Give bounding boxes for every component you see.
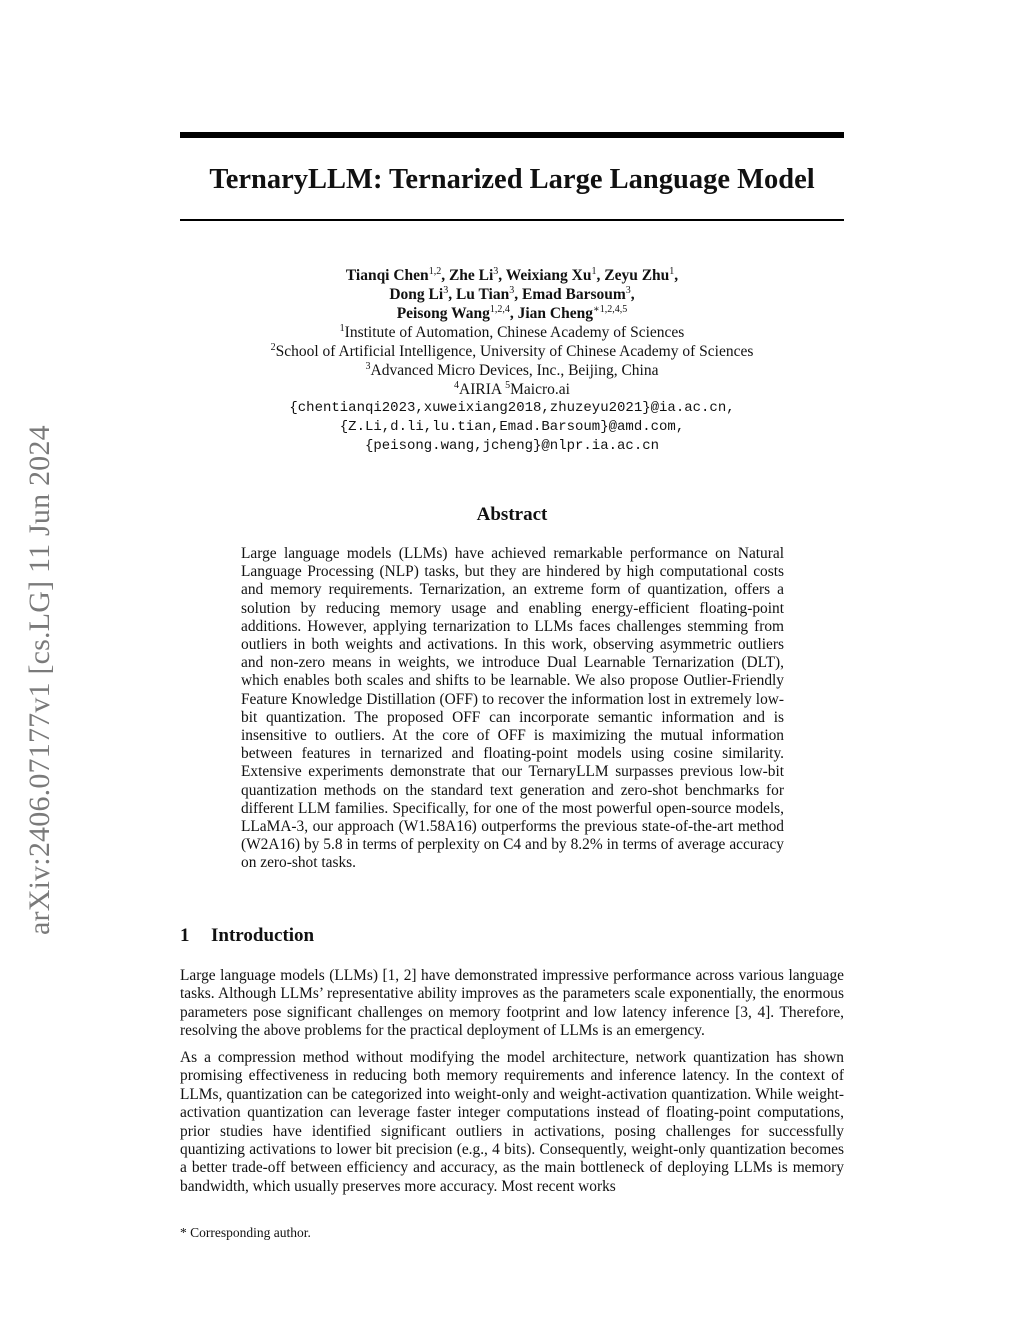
title-top-rule: [180, 132, 844, 138]
affiliation-marker: 1: [339, 322, 345, 334]
section-number: 1: [180, 925, 190, 946]
affiliation-text: Maicro.ai: [510, 381, 570, 398]
footnote: * Corresponding author.: [180, 1225, 311, 1240]
author-separator: ,: [596, 267, 605, 284]
affiliation-text: Advanced Micro Devices, Inc., Beijing, China: [370, 362, 659, 379]
author-block: [180, 266, 844, 456]
author-separator: ,: [441, 267, 449, 284]
author-line: [180, 266, 844, 285]
email-line: {chentianqi2023,xuweixiang2018,zhuzeyu2021}@ia.ac.cn,: [289, 400, 735, 416]
author-affiliation-marker: ∗1,2,4,5: [593, 303, 628, 315]
paper-title: TernaryLLM: Ternarized Large Language Model: [209, 164, 815, 195]
affiliation-line: [180, 380, 844, 399]
author-affiliation-marker: 3: [443, 284, 449, 296]
author-separator: ,: [630, 286, 635, 303]
affiliation-line: [180, 361, 844, 380]
email-line: {peisong.wang,jcheng}@nlpr.ia.ac.cn: [364, 438, 660, 454]
abstract-heading: Abstract: [476, 504, 548, 525]
author-separator: ,: [509, 305, 518, 322]
author-affiliation-marker: 1: [669, 265, 675, 277]
author-name: Peisong Wang: [396, 305, 490, 322]
affiliation-text: Institute of Automation, Chinese Academy of Sciences: [344, 324, 685, 341]
author-name: Tianqi Chen: [345, 267, 429, 284]
author-line: [180, 304, 844, 323]
abstract-text: Large language models (LLMs) have achieved remarkable performance on Natural Language Processing (NLP) tasks, but they are hindered by high computational costs and memory requirements. Ternarization, an extreme form of quantization, offers a solution by reducing memory usage and enabling energy-efficient floating-point additions. However, applying ternarization to LLMs faces challenges stemming from outliers in both weights and activations. In this work, observing asymmetric outliers and non-zero means in weights, we introduce Dual Learnable Ternarization (DLT), which enables both scales and shifts to be learnable. We also propose Outlier-Friendly Feature Knowledge Distillation (OFF) to recover the information lost in extremely low-bit quantization. The proposed OFF can incorporate semantic information and is insensitive to outliers. At the core of OFF is maximizing the mutual information between features in ternarized and floating-point models using cosine similarity. Extensive experiments demonstrate that our TernaryLLM surpasses previous low-bit quantization methods on the standard text generation and zero-shot benchmarks for different LLM families. Specifically, for one of the most powerful open-source models, LLaMA-3, our approach (W1.58A16) outperforms the previous state-of-the-art method (W2A16) by 5.8 in terms of perplexity on C4 and by 8.2% in terms of average accuracy on zero-shot tasks.: [241, 545, 784, 872]
author-affiliation-marker: 3: [625, 284, 631, 296]
author-name: Jian Cheng: [517, 305, 593, 322]
author-name: Zeyu Zhu: [604, 267, 670, 284]
author-name: Dong Li: [389, 286, 444, 303]
author-separator: ,: [674, 267, 679, 284]
author-line: [180, 285, 844, 304]
arxiv-identifier-stamp: arXiv:2406.07177v1 [cs.LG] 11 Jun 2024: [23, 425, 56, 935]
author-name: Weixiang Xu: [505, 267, 592, 284]
affiliation-marker: 5: [505, 379, 511, 391]
author-affiliation-marker: 1,2,4: [489, 303, 510, 315]
title-bottom-rule: [180, 219, 844, 221]
author-affiliation-marker: 3: [509, 284, 515, 296]
author-separator: ,: [498, 267, 506, 284]
affiliation-marker: 4: [454, 379, 460, 391]
affiliation-marker: 2: [270, 341, 276, 353]
author-separator: ,: [514, 286, 522, 303]
section-title: Introduction: [211, 925, 315, 946]
affiliation-text: AIRIA: [459, 381, 506, 398]
affiliation-marker: 3: [365, 360, 371, 372]
body-paragraph: Large language models (LLMs) [1, 2] have demonstrated impressive performance across various language tasks. Although LLMs’ representative ability improves as the parameters scale exponentially, the enormous parameters pose significant challenges on memory footprint and low latency inference [3, 4]. Therefore, resolving the above problems for the practical deployment of LLMs is an emergency.: [180, 967, 844, 1040]
author-name: Zhe Li: [448, 267, 494, 284]
author-separator: ,: [448, 286, 456, 303]
affiliation-line: [180, 323, 844, 342]
body-paragraph: As a compression method without modifying the model architecture, network quantization has shown promising effectiveness in reducing both memory requirements and inference latency. In the context of LLMs, quantization can be categorized into weight-only and weight-activation quantization. While weight-activation quantization can leverage faster integer computations instead of floating-point computations, prior studies have identified significant outliers in activations, posing challenges for successfully quantizing activations to lower bit precision (e.g., 4 bits). Consequently, weight-only quantization becomes a better trade-off between efficiency and accuracy, as the main bottleneck of deploying LLMs is memory bandwidth, which usually preserves more accuracy. Most recent works: [180, 1049, 844, 1195]
author-name: Emad Barsoum: [521, 286, 626, 303]
section-heading: [180, 924, 314, 948]
author-affiliation-marker: 3: [493, 265, 499, 277]
affiliation-line: [180, 342, 844, 361]
author-affiliation-marker: 1,2: [428, 265, 442, 277]
affiliation-text: School of Artificial Intelligence, University of Chinese Academy of Sciences: [275, 343, 754, 360]
author-name: Lu Tian: [455, 286, 510, 303]
author-affiliation-marker: 1: [591, 265, 597, 277]
email-line: {Z.Li,d.li,lu.tian,Emad.Barsoum}@amd.com,: [339, 419, 685, 435]
